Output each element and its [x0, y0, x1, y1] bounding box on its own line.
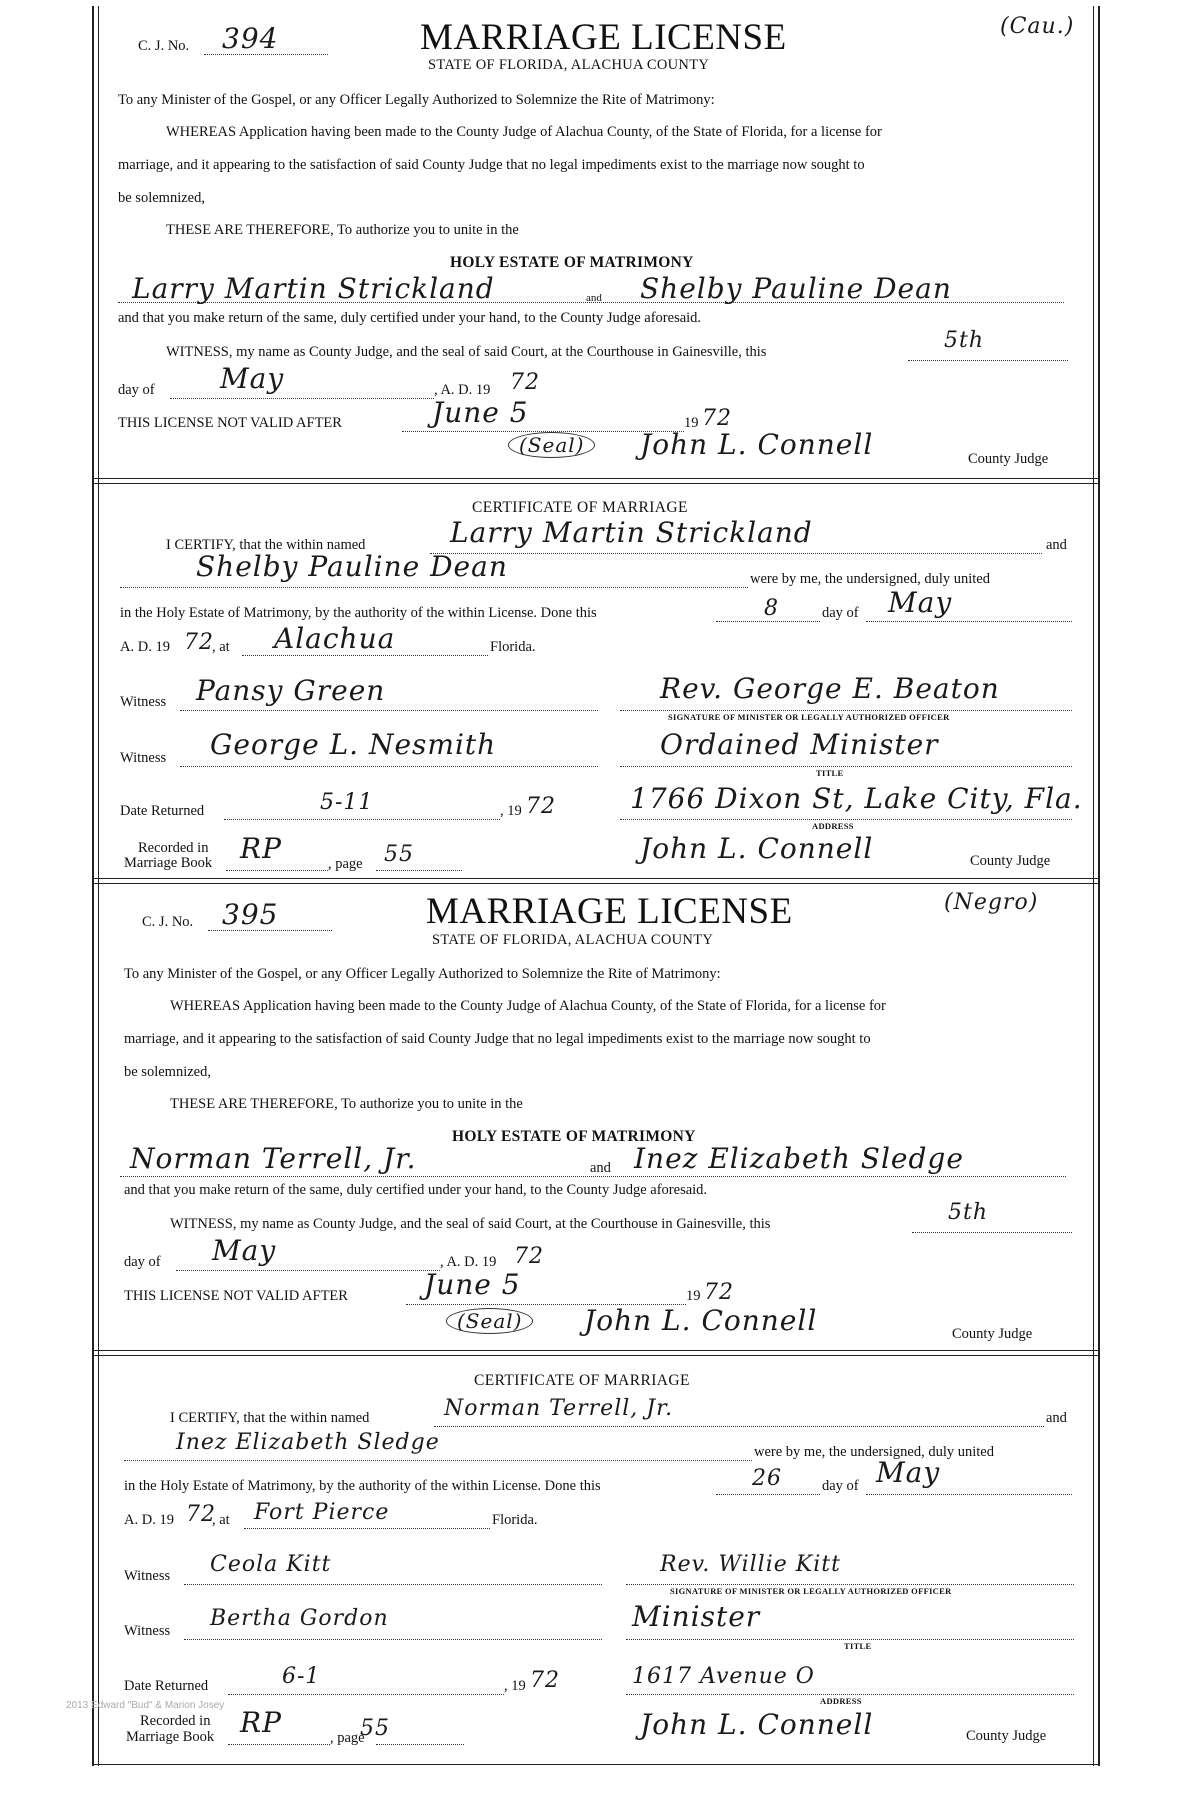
holy-line: in the Holy Estate of Matrimony, by the authority of the within License. Done this [124, 1478, 601, 1494]
address-caption: ADDRESS [820, 1696, 862, 1706]
and-word: and [586, 292, 602, 304]
county-judge-label: County Judge [952, 1326, 1033, 1342]
whereas-line-1: WHEREAS Application having been made to the County Judge of Alachua County, of the State of Florida, for a license for [170, 998, 886, 1014]
not-valid-year: 72 [704, 1280, 734, 1305]
whereas-line-3: be solemnized, [124, 1064, 211, 1080]
book: RP [240, 1706, 282, 1739]
not-valid-year-prefix: 19 [684, 415, 699, 431]
officer-title: Ordained Minister [660, 728, 939, 761]
witness-line: WITNESS, my name as County Judge, and the seal of said Court, at the Courthouse in Gainesville, this [166, 344, 767, 360]
seal-mark: (Seal) [446, 1308, 533, 1334]
and-word: and [1046, 537, 1067, 553]
officer-signature: Rev. Willie Kitt [660, 1552, 841, 1577]
returned-year: 72 [526, 794, 556, 819]
groom-name: Larry Martin Strickland [132, 272, 495, 305]
witness-label-1: Witness [124, 1568, 171, 1584]
witness-day: 5th [944, 328, 985, 353]
returned-year-prefix: , 19 [504, 1678, 526, 1694]
certificate-title: CERTIFICATE OF MARRIAGE [472, 499, 688, 516]
bride-name: Shelby Pauline Dean [640, 272, 952, 305]
witness-2: Bertha Gordon [210, 1606, 389, 1631]
holy-estate-heading: HOLY ESTATE OF MATRIMONY [450, 254, 694, 271]
witness-label-1: Witness [120, 694, 167, 710]
whereas-line-3: be solemnized, [118, 190, 205, 206]
and-word: and [590, 1160, 611, 1176]
at-label: , at [212, 639, 230, 655]
county-judge-label: County Judge [970, 853, 1051, 869]
address-caption: ADDRESS [812, 821, 854, 831]
witness-label-2: Witness [120, 750, 167, 766]
page-number: 55 [360, 1716, 390, 1741]
marriage-place: Fort Pierce [254, 1500, 390, 1525]
recorded-label-1: Recorded in [138, 840, 209, 856]
judge-signature: John L. Connell [640, 832, 874, 865]
marriage-year: 72 [184, 630, 214, 655]
not-valid-year-prefix: 19 [686, 1288, 701, 1304]
witness-2: George L. Nesmith [210, 728, 497, 761]
license-title: MARRIAGE LICENSE [420, 17, 787, 58]
not-valid-date: June 5 [432, 396, 529, 429]
officer-title: Minister [632, 1600, 761, 1633]
not-valid-year: 72 [702, 406, 732, 431]
whereas-line-2: marriage, and it appearing to the satisfaction of said County Judge that no legal impediments exist to the marriage now sought to [118, 157, 865, 173]
ad-label: , A. D. 19 [440, 1254, 497, 1270]
officer-address: 1617 Avenue O [632, 1664, 815, 1689]
recorded-label-1: Recorded in [140, 1713, 211, 1729]
marriage-place: Alachua [274, 622, 396, 655]
date-returned-label: Date Returned [124, 1678, 209, 1694]
day-of-label: day of [822, 605, 859, 621]
cj-number: 395 [222, 898, 279, 931]
officer-signature: Rev. George E. Beaton [660, 672, 1000, 705]
holy-line: in the Holy Estate of Matrimony, by the authority of the within License. Done this [120, 605, 597, 621]
done-day: 26 [752, 1466, 782, 1491]
witness-line: WITNESS, my name as County Judge, and the seal of said Court, at the Courthouse in Gainesville, this [170, 1216, 771, 1232]
not-valid-label: THIS LICENSE NOT VALID AFTER [118, 415, 342, 431]
ad-label: A. D. 19 [120, 639, 170, 655]
issue-year: 72 [510, 370, 540, 395]
whereas-line-1: WHEREAS Application having been made to the County Judge of Alachua County, of the State of Florida, for a license for [166, 124, 882, 140]
therefore-line: THESE ARE THEREFORE, To authorize you to unite in the [170, 1096, 523, 1112]
certificate-title: CERTIFICATE OF MARRIAGE [474, 1372, 690, 1389]
date-returned-label: Date Returned [120, 803, 205, 819]
certified-groom: Larry Martin Strickland [450, 516, 813, 549]
judge-signature: John L. Connell [640, 428, 874, 461]
not-valid-label: THIS LICENSE NOT VALID AFTER [124, 1288, 348, 1304]
cj-label: C. J. No. [138, 38, 190, 54]
united-line: were by me, the undersigned, duly united [750, 571, 990, 587]
ad-label: , A. D. 19 [434, 382, 491, 398]
date-returned: 5-11 [320, 790, 374, 815]
county-judge-label: County Judge [966, 1728, 1047, 1744]
return-line: and that you make return of the same, duly certified under your hand, to the County Judge aforesaid. [124, 1182, 708, 1198]
united-line: were by me, the undersigned, duly united [754, 1444, 994, 1460]
groom-name: Norman Terrell, Jr. [130, 1142, 417, 1175]
certified-groom: Norman Terrell, Jr. [444, 1396, 674, 1421]
book: RP [240, 832, 282, 865]
seal-mark: (Seal) [508, 432, 595, 458]
issue-month: May [212, 1234, 277, 1267]
florida-label: Florida. [490, 639, 536, 655]
judge-signature: John L. Connell [640, 1708, 874, 1741]
returned-year: 72 [530, 1668, 560, 1693]
done-month: May [876, 1456, 941, 1489]
certified-bride: Inez Elizabeth Sledge [176, 1430, 440, 1455]
florida-label: Florida. [492, 1512, 538, 1528]
signature-caption: SIGNATURE OF MINISTER OR LEGALLY AUTHORIZED OFFICER [670, 1586, 952, 1596]
recorded-label-2: Marriage Book [124, 855, 213, 871]
done-month: May [888, 586, 953, 619]
issue-month: May [220, 362, 285, 395]
license-subtitle: STATE OF FLORIDA, ALACHUA COUNTY [432, 932, 714, 948]
and-word: and [1046, 1410, 1067, 1426]
page-number: 55 [384, 842, 414, 867]
race-note: (Negro) [944, 890, 1039, 915]
cj-number: 394 [222, 22, 279, 55]
day-of-label: day of [118, 382, 155, 398]
witness-1: Pansy Green [196, 674, 386, 707]
returned-year-prefix: , 19 [500, 803, 522, 819]
ad-label: A. D. 19 [124, 1512, 174, 1528]
license-subtitle: STATE OF FLORIDA, ALACHUA COUNTY [428, 57, 710, 73]
judge-signature: John L. Connell [584, 1304, 818, 1337]
witness-label-2: Witness [124, 1623, 171, 1639]
whereas-line-2: marriage, and it appearing to the satisfaction of said County Judge that no legal impediments exist to the marriage now sought to [124, 1031, 871, 1047]
recorded-label-2: Marriage Book [126, 1729, 215, 1745]
address-line: To any Minister of the Gospel, or any Officer Legally Authorized to Solemnize the Rite of Matrimony: [124, 966, 721, 982]
not-valid-date: June 5 [424, 1268, 521, 1301]
copyright-watermark: 2013 Edward "Bud" & Marion Josey [66, 1700, 225, 1711]
signature-caption: SIGNATURE OF MINISTER OR LEGALLY AUTHORIZED OFFICER [668, 712, 950, 722]
day-of-label: day of [822, 1478, 859, 1494]
holy-estate-heading: HOLY ESTATE OF MATRIMONY [452, 1128, 696, 1145]
title-caption: TITLE [816, 768, 844, 778]
certify-line: I CERTIFY, that the within named [166, 537, 366, 553]
page-label: , page [330, 1730, 365, 1746]
marriage-year: 72 [186, 1502, 216, 1527]
certified-bride: Shelby Pauline Dean [196, 550, 508, 583]
race-note: (Cau.) [1000, 14, 1075, 39]
done-day: 8 [764, 596, 779, 621]
license-title: MARRIAGE LICENSE [426, 891, 793, 932]
day-of-label: day of [124, 1254, 161, 1270]
cj-label: C. J. No. [142, 914, 194, 930]
bride-name: Inez Elizabeth Sledge [634, 1142, 964, 1175]
therefore-line: THESE ARE THEREFORE, To authorize you to unite in the [166, 222, 519, 238]
certify-line: I CERTIFY, that the within named [170, 1410, 370, 1426]
return-line: and that you make return of the same, duly certified under your hand, to the County Judge aforesaid. [118, 310, 702, 326]
title-caption: TITLE [844, 1641, 872, 1651]
witness-1: Ceola Kitt [210, 1552, 332, 1577]
date-returned: 6-1 [282, 1664, 321, 1689]
at-label: , at [212, 1512, 230, 1528]
issue-year: 72 [514, 1244, 544, 1269]
witness-day: 5th [948, 1200, 989, 1225]
address-line: To any Minister of the Gospel, or any Officer Legally Authorized to Solemnize the Rite of Matrimony: [118, 92, 715, 108]
page-label: , page [328, 856, 363, 872]
county-judge-label: County Judge [968, 451, 1049, 467]
officer-address: 1766 Dixon St, Lake City, Fla. [630, 782, 1083, 815]
